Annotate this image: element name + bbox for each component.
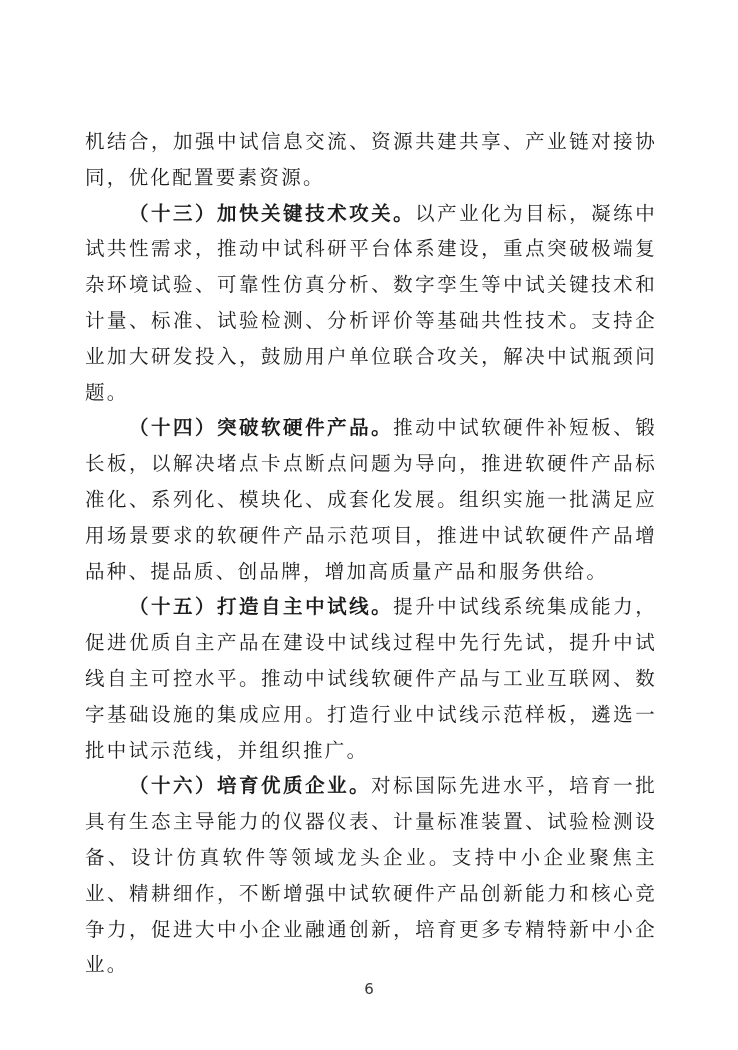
- paragraph-text: 提升中试线系统集成能力，促进优质自主产品在建设中试线过程中先行先试，提升中试线自主可控水平。推动中试线软硬件产品与工业互联网、数字基础设施的集成应用。打造行业中试线示范样板，遴选一批中试示范线，并组织推广。: [85, 595, 657, 762]
- section-heading: （十四）突破软硬件产品。: [129, 416, 394, 440]
- document-body: [85, 124, 657, 983]
- section-heading: （十五）打造自主中试线。: [129, 595, 394, 619]
- paragraph-text: 机结合，加强中试信息交流、资源共建共享、产业链对接协同，优化配置要素资源。: [85, 130, 657, 189]
- paragraph-section-14: [85, 410, 657, 589]
- section-heading: （十六）培育优质企业。: [129, 774, 372, 798]
- paragraph-section-13: [85, 196, 657, 411]
- paragraph-section-15: [85, 589, 657, 768]
- paragraph-text: 推动中试软硬件补短板、锻长板，以解决堵点卡点断点问题为导向，推进软硬件产品标准化、系列化、模块化、成套化发展。组织实施一批满足应用场景要求的软硬件产品示范项目，推进中试软硬件产品增品种、提品质、创品牌，增加高质量产品和服务供给。: [85, 416, 657, 583]
- section-heading: （十三）加快关键技术攻关。: [129, 201, 416, 225]
- paragraph-text: 对标国际先进水平，培育一批具有生态主导能力的仪器仪表、计量标准装置、试验检测设备、设计仿真软件等领域龙头企业。支持中小企业聚焦主业、精耕细作，不断增强中试软硬件产品创新能力和核心竞争力，促进大中小企业融通创新，培育更多专精特新中小企业。: [85, 774, 657, 977]
- paragraph-continuation: [85, 124, 657, 196]
- paragraph-section-16: [85, 768, 657, 983]
- page-number: 6: [364, 980, 374, 998]
- paragraph-text: 以产业化为目标，凝练中试共性需求，推动中试科研平台体系建设，重点突破极端复杂环境试验、可靠性仿真分析、数字孪生等中试关键技术和计量、标准、试验检测、分析评价等基础共性技术。支持企业加大研发投入，鼓励用户单位联合攻关，解决中试瓶颈问题。: [85, 201, 657, 404]
